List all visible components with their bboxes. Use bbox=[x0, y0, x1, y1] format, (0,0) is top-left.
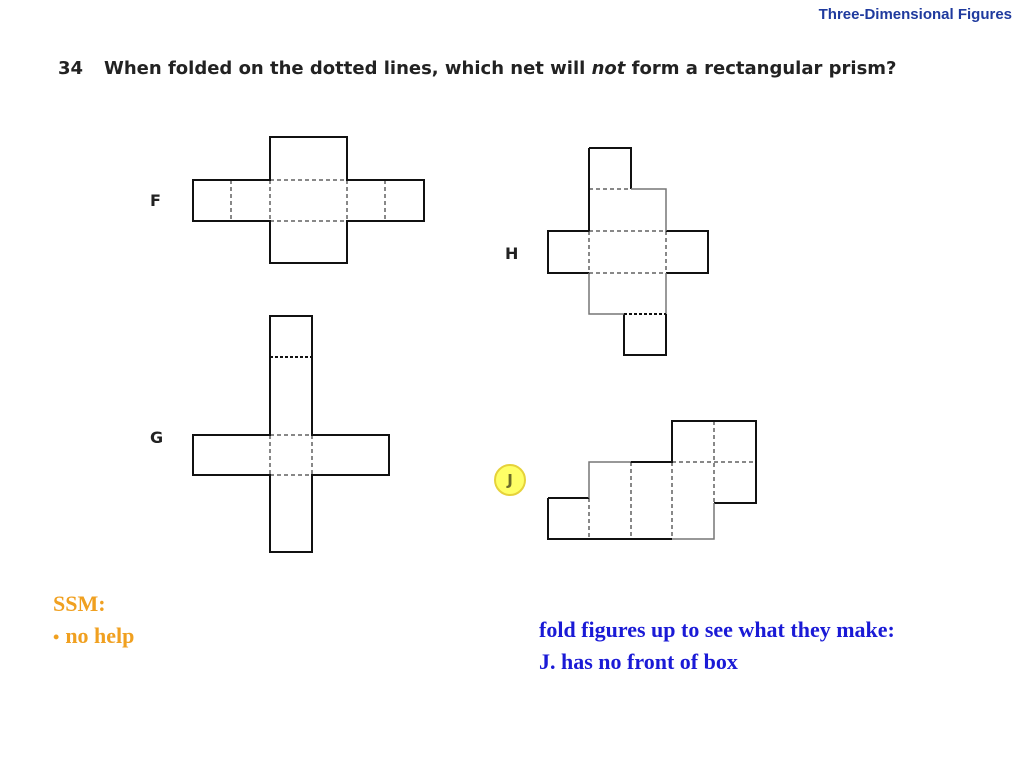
ssm-label: SSM: bbox=[53, 591, 106, 616]
question-emphasis: not bbox=[591, 58, 626, 79]
ssm-item-text: no help bbox=[65, 623, 135, 648]
net-label-h: H bbox=[505, 244, 519, 263]
answer-line-2: J. has no front of box bbox=[539, 649, 738, 674]
net-label-g: G bbox=[150, 428, 164, 447]
net-j bbox=[548, 421, 756, 539]
net-h bbox=[548, 148, 708, 355]
header-title: Three-Dimensional Figures bbox=[818, 6, 1012, 23]
net-f bbox=[193, 137, 424, 263]
answer-highlight-j bbox=[494, 464, 526, 496]
question-text-after: form a rectangular prism? bbox=[625, 58, 897, 79]
question-text-before: When folded on the dotted lines, which net will bbox=[104, 58, 592, 79]
ssm-notes bbox=[53, 588, 134, 653]
question-number: 34 bbox=[58, 58, 84, 79]
net-label-j: J bbox=[507, 471, 513, 489]
answer-explanation bbox=[539, 614, 895, 678]
ssm-item bbox=[53, 620, 134, 653]
bullet-icon: • bbox=[53, 627, 60, 647]
net-g bbox=[193, 316, 389, 552]
answer-line-1: fold figures up to see what they make: bbox=[539, 617, 895, 642]
net-label-f: F bbox=[150, 191, 161, 210]
